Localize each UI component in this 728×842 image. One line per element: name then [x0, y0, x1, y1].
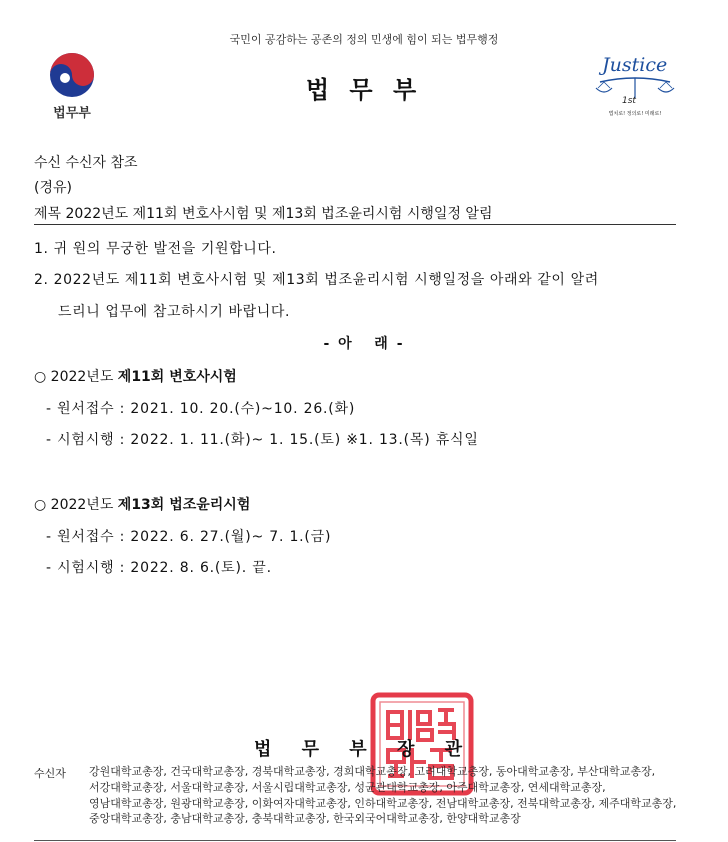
ministry-title: 법 무 부: [305, 76, 423, 104]
justice-small: 1st: [622, 96, 636, 106]
paragraph-2-line-2: 드리니 업무에 참고하시기 바랍니다.: [58, 304, 291, 320]
section-item: - 원서접수 : 2021. 10. 20.(수)~10. 26.(화): [46, 401, 356, 417]
section-title: 제13회 법조윤리시험: [117, 497, 251, 513]
section-heading: [34, 494, 250, 514]
justice-logo: [594, 52, 676, 124]
signature: 법 무 부 장 관: [253, 739, 474, 760]
subject-line: 제목 2022년도 제11회 변호사시험 및 제13회 법조윤리시험 시행일정 알림: [34, 206, 493, 222]
section-bullet: ○ 2022년도: [34, 369, 118, 385]
recipient-list: 강원대학교총장, 건국대학교총장, 경북대학교총장, 경희대학교총장, 고려대학교총장, 동아대학교총장, 부산대학교총장, 서강대학교총장, 서울대학교총장, 서울시립대학교총장, 성균관대학교총장, 아주대학교총장, 연세대학교총장, 영남대학교총장, 원광대학교총장, 이화여자대학교총장, 인하대학교총장, 전남대학교총장, 전북대학교총장, 제주대학교총장, 중앙대학교총장, 충남대학교총장, 충북대학교총장, 한국외국어대학교총장, 한양대학교총장: [89, 765, 677, 826]
section-heading: [34, 366, 237, 386]
subject-divider: [34, 224, 676, 225]
section-title: 제11회 변호사시험: [117, 369, 237, 385]
justice-word: Justice: [602, 54, 668, 76]
recipient-line: 수신 수신자 참조: [34, 155, 138, 171]
section-bullet: ○ 2022년도: [34, 497, 118, 513]
logo-text: 법무부: [53, 106, 91, 121]
paragraph-2-line-1: 2. 2022년도 제11회 변호사시험 및 제13회 법조윤리시험 시행일정을 아래와 같이 알려: [34, 272, 599, 288]
recipient-list-label: 수신자: [34, 767, 66, 780]
section-item: - 시험시행 : 2022. 8. 6.(토). 끝.: [46, 560, 272, 576]
slogan: 국민이 공감하는 공존의 정의 민생에 힘이 되는 법무행정: [229, 33, 499, 46]
below-title: - 아 래 -: [323, 336, 405, 352]
section-item: - 원서접수 : 2022. 6. 27.(월)~ 7. 1.(금): [46, 529, 332, 545]
justice-tagline: 법치로! 정의로! 미래로!: [608, 111, 662, 117]
bottom-divider: [34, 840, 676, 841]
paragraph-1: 1. 귀 원의 무궁한 발전을 기원합니다.: [34, 241, 277, 257]
via-line: (경유): [34, 180, 72, 196]
section-item: - 시험시행 : 2022. 1. 11.(화)~ 1. 15.(토) ※1. 13.(목) 휴식일: [46, 432, 479, 448]
